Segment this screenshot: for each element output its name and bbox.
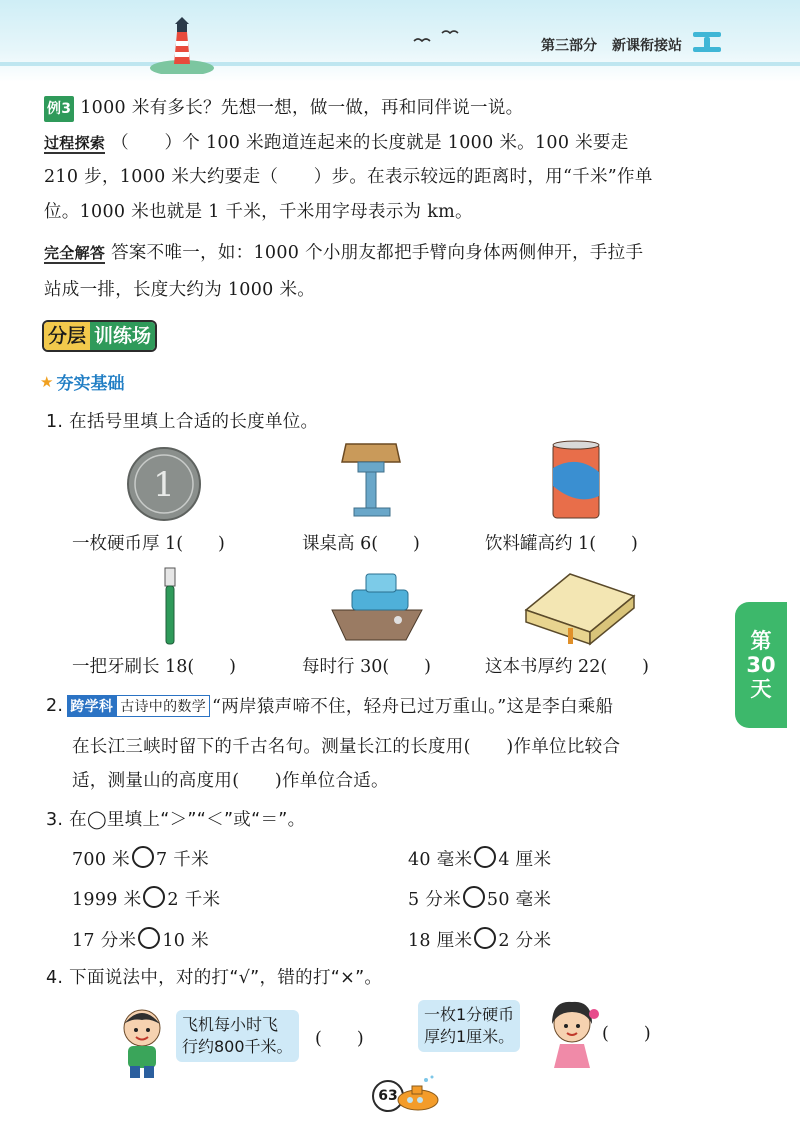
ship-icon xyxy=(328,566,426,646)
compare-circle[interactable] xyxy=(463,886,485,908)
q3-row-4 xyxy=(408,886,551,911)
q2-text-3: 适，测量山的高度用( )作单位合适。 xyxy=(72,771,389,791)
basics-heading xyxy=(40,369,124,394)
q1-title: 1. 在括号里填上合适的长度单位。 xyxy=(46,412,319,432)
q3-right: 4 厘米 xyxy=(498,850,552,870)
q4-answer-blank-2[interactable]: ( ) xyxy=(602,1024,651,1044)
q3-left: 17 分米 xyxy=(72,931,137,951)
q3-right: 2 分米 xyxy=(498,931,552,951)
basics-title: 夯实基础 xyxy=(56,374,125,394)
q3-row-3 xyxy=(72,886,220,911)
q3-row-2 xyxy=(408,846,551,871)
day-side-tab xyxy=(735,602,787,728)
day-tab-suffix: 天 xyxy=(750,677,772,701)
q2-text-2: 在长江三峡时留下的千古名句。测量长江的长度用( )作单位比较合 xyxy=(72,737,621,757)
q3-left: 700 米 xyxy=(72,850,130,870)
girl-icon xyxy=(540,1000,604,1076)
star-icon: ★ xyxy=(40,372,54,391)
q2-tag-crossdiscipline: 跨学科 xyxy=(67,695,116,717)
header-band xyxy=(0,62,800,66)
q3-right: 7 千米 xyxy=(155,850,209,870)
birds-icon xyxy=(412,25,462,47)
example-question: 1000 米有多长？先想一想，做一做，再和同伴说一说。 xyxy=(80,98,524,118)
q3-row-5 xyxy=(72,927,209,952)
q4-bubble-1 xyxy=(176,1010,299,1062)
q3-right: 10 米 xyxy=(162,931,209,951)
lighthouse-icon xyxy=(150,14,220,74)
training-badge xyxy=(44,322,155,350)
process-text-1: （ ）个 100 米跑道连起来的长度就是 1000 米。100 米要走 xyxy=(111,133,629,153)
process-label: 过程探索 xyxy=(44,134,106,152)
q4-answer-blank-1[interactable]: ( ) xyxy=(315,1029,364,1049)
q4-bubble-1-line-2: 行约800千米。 xyxy=(182,1037,293,1056)
q3-right: 2 千米 xyxy=(167,890,221,910)
process-line-1 xyxy=(44,130,629,156)
q4-title: 4. 下面说法中，对的打“√”，错的打“×”。 xyxy=(46,968,383,988)
q2-tag-poem: 古诗中的数学 xyxy=(116,695,210,717)
training-badge-left: 分层 xyxy=(44,322,90,350)
q1-item-coin: 一枚硬币厚 1( ) xyxy=(72,534,225,554)
q4-bubble-2-line-1: 一枚1分硬币 xyxy=(424,1005,515,1024)
example-tag: 例3 xyxy=(44,96,74,122)
header-logo-icon xyxy=(690,28,726,56)
desk-icon xyxy=(340,440,402,522)
q3-left: 18 厘米 xyxy=(408,931,473,951)
compare-circle[interactable] xyxy=(138,927,160,949)
page-number: 63 xyxy=(372,1080,404,1112)
q1-item-can: 饮料罐高约 1( ) xyxy=(485,534,638,554)
q4-bubble-2-line-2: 厚约1厘米。 xyxy=(424,1027,515,1046)
answer-text-2: 站成一排，长度大约为 1000 米。 xyxy=(44,280,316,300)
drink-can-icon xyxy=(549,438,603,522)
q2-line-1 xyxy=(46,693,613,718)
q3-row-6 xyxy=(408,927,551,952)
training-badge-right: 训练场 xyxy=(90,322,155,350)
q1-item-desk: 课桌高 6( ) xyxy=(302,534,420,554)
process-text-2: 210 步，1000 米大约要走（ ）步。在表示较远的距离时，用“千米”作单 xyxy=(44,167,653,187)
example-question-line xyxy=(44,95,523,122)
q4-bubble-1-line-1: 飞机每小时飞 xyxy=(182,1015,279,1034)
q3-left: 5 分米 xyxy=(408,890,461,910)
q1-item-ship: 每时行 30( ) xyxy=(302,657,431,677)
q2-text-1: “两岸猿声啼不住，轻舟已过万重山。”这是李白乘船 xyxy=(212,697,614,717)
q1-item-book: 这本书厚约 22( ) xyxy=(485,657,649,677)
compare-circle[interactable] xyxy=(474,927,496,949)
submarine-icon xyxy=(396,1074,442,1114)
q3-left: 1999 米 xyxy=(72,890,142,910)
answer-text-1: 答案不唯一，如：1000 个小朋友都把手臂向身体两侧伸开，手拉手 xyxy=(111,243,644,263)
q3-right: 50 毫米 xyxy=(486,890,552,910)
day-tab-number: 30 xyxy=(746,653,776,677)
compare-circle[interactable] xyxy=(132,846,154,868)
coin-icon xyxy=(124,444,204,524)
answer-label: 完全解答 xyxy=(44,244,106,262)
q3-left: 40 毫米 xyxy=(408,850,473,870)
header-part: 第三部分 xyxy=(541,38,597,54)
compare-circle[interactable] xyxy=(474,846,496,868)
header-title: 新课衔接站 xyxy=(612,38,682,54)
q4-bubble-2 xyxy=(418,1000,520,1052)
svg-text:1: 1 xyxy=(153,465,175,505)
book-icon xyxy=(520,570,638,648)
answer-line-1 xyxy=(44,240,643,266)
q1-item-toothbrush: 一把牙刷长 18( ) xyxy=(72,657,236,677)
q3-row-1 xyxy=(72,846,209,871)
day-tab-prefix: 第 xyxy=(750,629,772,653)
compare-circle[interactable] xyxy=(143,886,165,908)
q2-number: 2. xyxy=(46,695,64,716)
boy-icon xyxy=(112,1004,174,1080)
toothbrush-icon xyxy=(155,566,183,646)
process-text-3: 位。1000 米也就是 1 千米，千米用字母表示为 km。 xyxy=(44,202,473,222)
q3-title: 3. 在◯里填上“＞”“＜”或“＝”。 xyxy=(46,810,306,830)
